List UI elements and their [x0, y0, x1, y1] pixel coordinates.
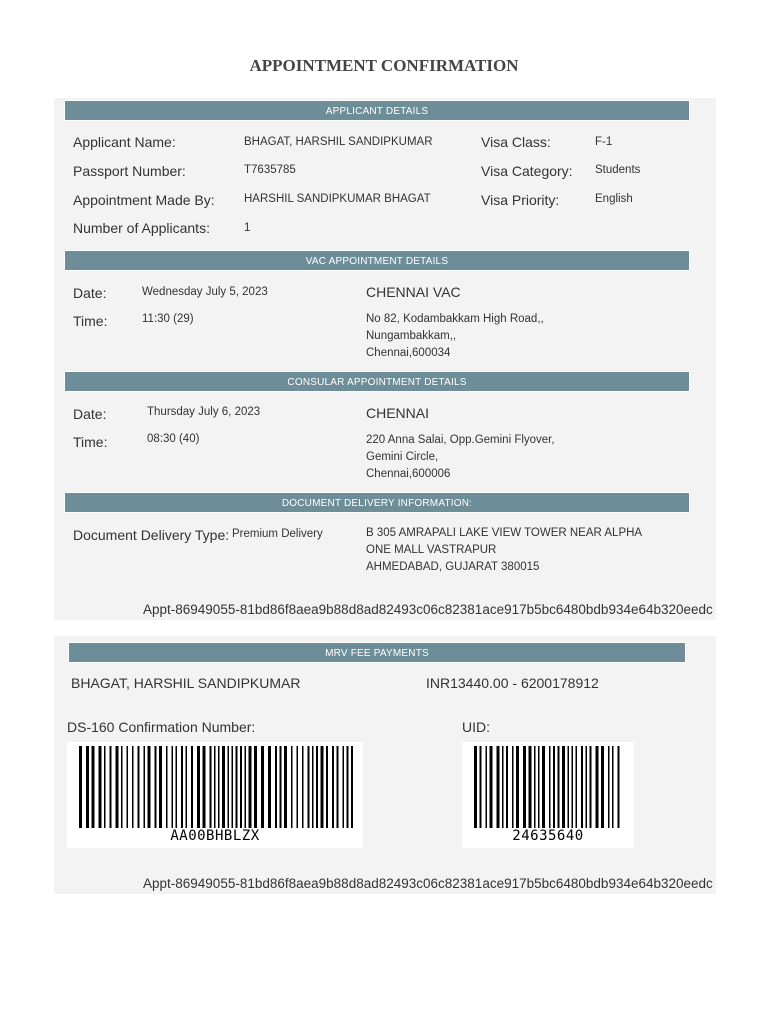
barcode-bar	[166, 746, 168, 828]
barcode-bar	[581, 746, 583, 828]
barcode-bar	[155, 746, 157, 828]
barcode-bar	[586, 746, 588, 828]
vac-location: CHENNAI VAC	[366, 284, 461, 300]
ds160-label: DS-160 Confirmation Number:	[67, 719, 256, 735]
barcode-bar	[92, 746, 95, 828]
document-delivery-header: DOCUMENT DELIVERY INFORMATION:	[64, 492, 690, 513]
barcode-bar	[214, 746, 216, 828]
barcode-bar	[326, 746, 328, 828]
barcode-bar	[268, 746, 271, 828]
barcode-bar	[284, 746, 287, 828]
barcode-bar	[240, 746, 242, 828]
barcode-bar	[512, 746, 514, 828]
vac-address-line-2: Nungambakkam,,	[366, 330, 457, 342]
barcode-bar	[542, 746, 545, 828]
barcode-bar	[562, 746, 565, 828]
visa-class-label: Visa Class:	[481, 134, 551, 150]
appointment-id-footer: Appt-86949055-81bd86f8aea9b88d8ad82493c06c82381ace917b5bc6480bdb934e64b320eedc	[143, 876, 713, 891]
barcode-bar	[116, 746, 119, 828]
delivery-address-line-3: AHMEDABAD, GUJARAT 380015	[366, 561, 540, 573]
barcode-bar	[502, 746, 504, 828]
visa-priority-value: English	[595, 193, 633, 205]
uid-barcode-bars	[462, 742, 634, 830]
applicant-details-header: APPLICANT DETAILS	[64, 100, 690, 121]
passport-number-value: T7635785	[244, 164, 296, 176]
number-of-applicants-label: Number of Applicants:	[73, 220, 210, 236]
barcode-bar	[99, 746, 102, 828]
delivery-type-label: Document Delivery Type:	[73, 527, 230, 543]
uid-label: UID:	[462, 719, 490, 735]
barcode-bar	[316, 746, 318, 828]
barcode-bar	[280, 746, 282, 828]
barcode-bar	[490, 746, 493, 828]
consular-time-label: Time:	[73, 434, 108, 450]
barcode-bar	[222, 746, 225, 828]
barcode-bar	[261, 746, 264, 828]
barcode-bar	[138, 746, 140, 828]
barcode-bar	[474, 746, 477, 828]
barcode-bar	[308, 746, 310, 828]
barcode-bar	[576, 746, 578, 828]
appointment-made-by-label: Appointment Made By:	[73, 192, 215, 208]
delivery-address-line-1: B 305 AMRAPALI LAKE VIEW TOWER NEAR ALPHA	[366, 527, 643, 539]
applicant-name-label: Applicant Name:	[73, 134, 176, 150]
barcode-bar	[596, 746, 599, 828]
delivery-address-line-2: ONE MALL VASTRAPUR	[366, 544, 497, 556]
barcode-bar	[127, 746, 129, 828]
barcode-bar	[148, 746, 151, 828]
barcode-bar	[347, 746, 349, 828]
barcode-bar	[110, 746, 112, 828]
uid-barcode	[462, 742, 634, 848]
barcode-bar	[203, 746, 206, 828]
vac-time-label: Time:	[73, 313, 108, 329]
barcode-bar	[210, 746, 212, 828]
barcode-bar	[337, 746, 339, 828]
consular-appointment-header: CONSULAR APPOINTMENT DETAILS	[64, 371, 690, 392]
passport-number-label: Passport Number:	[73, 163, 186, 179]
consular-address-line-1: 220 Anna Salai, Opp.Gemini Flyover,	[366, 434, 555, 446]
consular-location: CHENNAI	[366, 405, 430, 421]
visa-category-value: Students	[595, 164, 641, 176]
vac-address-line-1: No 82, Kodambakkam High Road,,	[366, 313, 544, 325]
appointment-id: Appt-86949055-81bd86f8aea9b88d8ad82493c06c82381ace917b5bc6480bdb934e64b320eedc	[143, 602, 713, 617]
barcode-bar	[549, 746, 551, 828]
barcode-bar	[572, 746, 574, 828]
barcode-bar	[538, 746, 540, 828]
barcode-bar	[228, 746, 230, 828]
barcode-bar	[506, 746, 508, 828]
consular-address-line-3: Chennai,600006	[366, 468, 451, 480]
ds160-barcode-bars	[67, 742, 363, 830]
barcode-bar	[529, 746, 532, 828]
barcode-bar	[480, 746, 482, 828]
vac-address-line-3: Chennai,600034	[366, 347, 451, 359]
barcode-bar	[321, 746, 324, 828]
vac-time-value: 11:30 (29)	[142, 313, 194, 325]
barcode-bar	[332, 746, 334, 828]
uid-number: 24635640	[512, 828, 584, 844]
barcode-bar	[534, 746, 536, 828]
barcode-bar	[121, 746, 123, 828]
barcode-bar	[497, 746, 500, 828]
applicant-name-value: BHAGAT, HARSHIL SANDIPKUMAR	[244, 136, 433, 148]
barcode-bar	[132, 746, 134, 828]
ds160-number: AA00BHBLZX	[170, 828, 260, 844]
barcode-bar	[486, 746, 488, 828]
vac-date-label: Date:	[73, 285, 107, 301]
visa-priority-label: Visa Priority:	[481, 192, 560, 208]
visa-class-value: F-1	[595, 136, 613, 148]
barcode-bar	[197, 746, 200, 828]
barcode-bar	[590, 746, 592, 828]
barcode-bar	[186, 746, 188, 828]
barcode-bar	[249, 746, 252, 828]
barcode-bar	[601, 746, 604, 828]
visa-category-label: Visa Category:	[481, 163, 573, 179]
barcode-bar	[608, 746, 610, 828]
barcode-bar	[181, 746, 183, 828]
barcode-bar	[159, 746, 162, 828]
ds160-barcode	[67, 742, 363, 848]
barcode-bar	[343, 746, 345, 828]
barcode-bar	[568, 746, 570, 828]
barcode-bar	[232, 746, 234, 828]
barcode-bar	[351, 746, 353, 828]
barcode-bar	[218, 746, 220, 828]
barcode-bar	[191, 746, 193, 828]
mrv-fee-amount: INR13440.00 - 6200178912	[426, 675, 599, 691]
page-title: APPOINTMENT CONFIRMATION	[249, 56, 519, 75]
barcode-bar	[558, 746, 560, 828]
barcode-bar	[618, 746, 620, 828]
barcode-bar	[297, 746, 299, 828]
barcode-bar	[516, 746, 519, 828]
barcode-bar	[523, 746, 526, 828]
consular-date-label: Date:	[73, 406, 107, 422]
barcode-bar	[86, 746, 89, 828]
mrv-applicant-name: BHAGAT, HARSHIL SANDIPKUMAR	[71, 675, 301, 691]
number-of-applicants-value: 1	[244, 222, 251, 234]
barcode-bar	[254, 746, 257, 828]
appointment-made-by-value: HARSHIL SANDIPKUMAR BHAGAT	[244, 193, 431, 205]
barcode-bar	[312, 746, 314, 828]
consular-date-value: Thursday July 6, 2023	[147, 406, 261, 418]
mrv-fee-header: MRV FEE PAYMENTS	[68, 642, 686, 663]
barcode-bar	[291, 746, 293, 828]
barcode-bar	[236, 746, 238, 828]
consular-time-value: 08:30 (40)	[147, 433, 200, 445]
barcode-bar	[553, 746, 555, 828]
barcode-bar	[245, 746, 247, 828]
consular-address-line-2: Gemini Circle,	[366, 451, 439, 463]
barcode-bar	[104, 746, 106, 828]
barcode-bar	[275, 746, 277, 828]
barcode-bar	[172, 746, 174, 828]
vac-date-value: Wednesday July 5, 2023	[142, 286, 268, 298]
barcode-bar	[176, 746, 178, 828]
barcode-bar	[144, 746, 146, 828]
delivery-type-value: Premium Delivery	[232, 528, 323, 540]
vac-appointment-header: VAC APPOINTMENT DETAILS	[64, 250, 690, 271]
barcode-bar	[612, 746, 614, 828]
barcode-bar	[79, 746, 82, 828]
barcode-bar	[302, 746, 304, 828]
